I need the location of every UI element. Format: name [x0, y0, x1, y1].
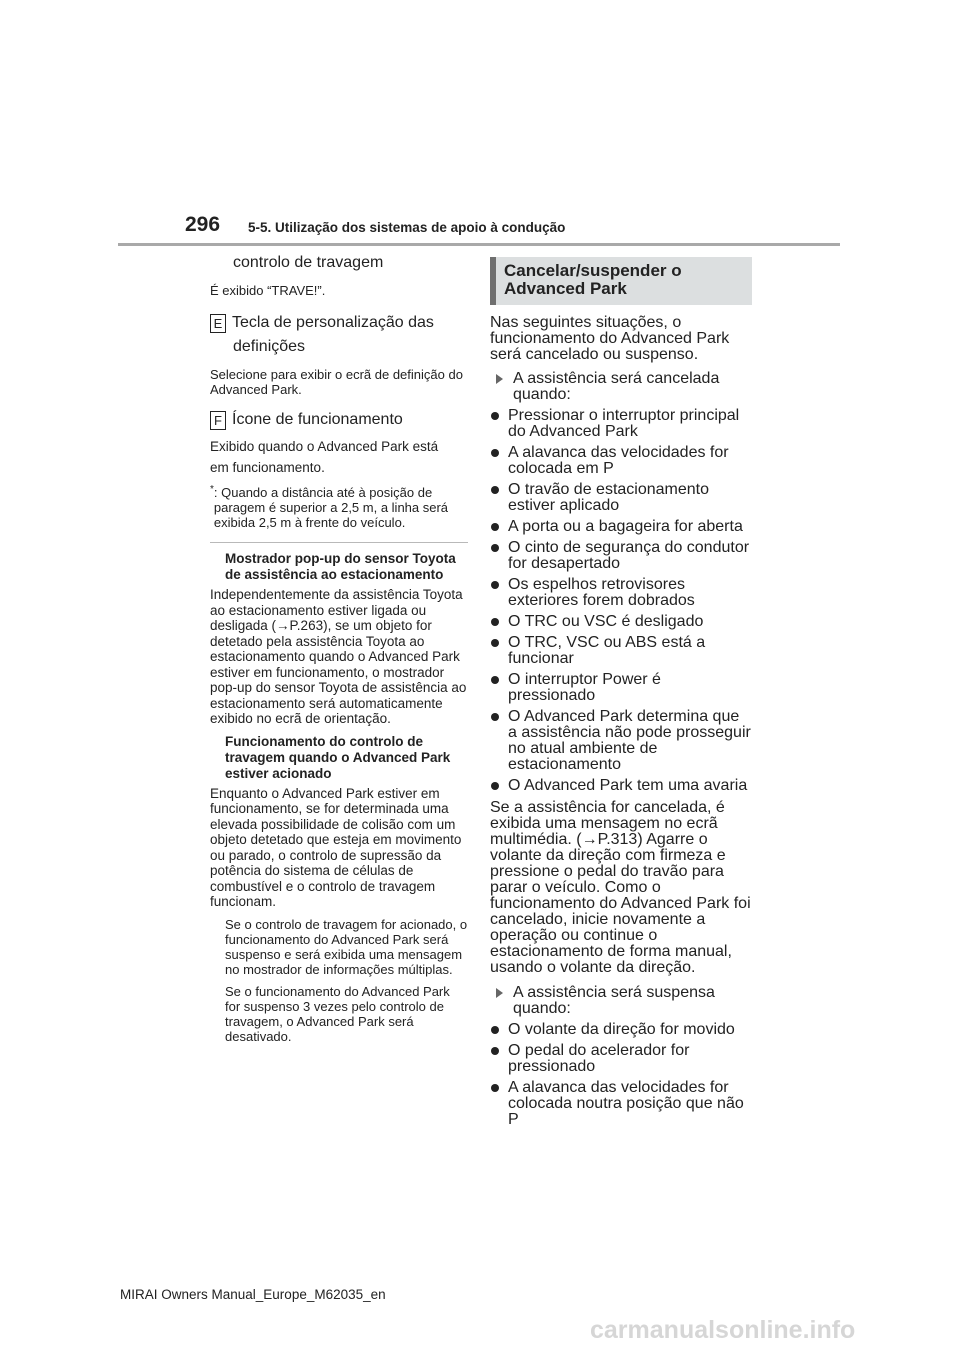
list-item: O TRC ou VSC é desligado [490, 614, 752, 630]
list-item: O travão de estacionamento estiver aplicado [490, 482, 752, 514]
list-item: O volante da direção for movido [490, 1022, 752, 1038]
suspend-list [490, 1022, 752, 1128]
item-letter-e: E [210, 314, 226, 333]
brake-control-label: controlo de travagem [233, 254, 384, 271]
footer-text: MIRAI Owners Manual_Europe_M62035_en [120, 1287, 386, 1302]
brake-heading: Funcionamento do controlo de travagem quando o Advanced Park estiver acionado [225, 733, 451, 781]
popup-text: Independentemente da assistência Toyota ao estacionamento estiver ligada ou desligada (→P.263), se um objeto for detetado pela assistência Toyota ao estacionamento quando o Advanced Park estiver em funcionamento, o mostrador pop-up do sensor Toyota de assistência ao estacionamento será automaticamente exibido no ecrã de orientação. [210, 587, 467, 726]
bullet-icon [491, 618, 499, 626]
cancel-text: Se a assistência for cancelada, é exibida uma mensagem no ecrã multimédia. (→P.313) Agarre o volante da direção com firmeza e pressione o pedal do travão para parar o veículo. Como o funcionamento do Advanced Park foi cancelado, inicie novamente a operação ou continue o estacionamento de forma manual, usando o volante da direção. [490, 799, 751, 976]
list-item: A alavanca das velocidades for colocada em P [490, 445, 752, 477]
item-e-title-1: Tecla de personalização das [232, 314, 434, 331]
list-item: Pressionar o interruptor principal do Advanced Park [490, 408, 752, 440]
bullet-icon [491, 1084, 499, 1092]
header-divider [118, 243, 840, 246]
triangle-bullet-icon [496, 988, 503, 998]
list-item: O Advanced Park tem uma avaria [490, 778, 752, 794]
note-2: Se o funcionamento do Advanced Park for suspenso 3 vezes pelo controlo de travagem, o Advanced Park será desativado. [225, 983, 450, 1044]
bullet-icon [491, 412, 499, 420]
footnote-mark: * [210, 484, 214, 495]
section-banner: Cancelar/suspender o Advanced Park [490, 257, 752, 305]
right-column [490, 257, 752, 1128]
bullet-icon [491, 581, 499, 589]
item-f [210, 409, 468, 476]
list-item: O pedal do acelerador for pressionado [490, 1043, 752, 1075]
footnote-text: : Quando a distância até à posição de paragem é superior a 2,5 m, a linha será exibida 2,5 m à frente do veículo. [213, 485, 449, 530]
bullet-icon [491, 676, 499, 684]
left-divider [210, 542, 468, 543]
suspend-heading-text: A assistência será suspensa quando: [513, 984, 715, 1017]
bullet-icon [491, 639, 499, 647]
list-item: O Advanced Park determina que a assistência não pode prosseguir no atual ambiente de estacionamento [490, 709, 752, 773]
bullet-icon [491, 544, 499, 552]
bullet-icon [491, 1047, 499, 1055]
section-title: 5-5. Utilização dos sistemas de apoio à condução [248, 220, 566, 235]
popup-heading: Mostrador pop-up do sensor Toyota de assistência ao estacionamento [225, 551, 456, 582]
cancel-heading-text: A assistência será cancelada quando: [513, 370, 720, 403]
note-1: Se o controlo de travagem for acionado, o funcionamento do Advanced Park será suspenso e será exibida uma mensagem no mostrador de informações múltiplas. [225, 916, 468, 977]
brake-text: Enquanto o Advanced Park estiver em funcionamento, se for determinada uma elevada possibilidade de colisão com um objeto detetado que esteja em movimento ou parado, o controlo de supressão da potência do sistema de células de combustível e o controlo de travagem funcionam. [210, 785, 462, 909]
footnote [210, 485, 468, 530]
bullet-icon [491, 782, 499, 790]
cancel-list [490, 408, 752, 794]
list-item: A porta ou a bagageira for aberta [490, 519, 752, 535]
list-item: O cinto de segurança do condutor for desapertado [490, 540, 752, 572]
list-item: A alavanca das velocidades for colocada noutra posição que não P [490, 1080, 752, 1128]
bullet-icon [491, 713, 499, 721]
list-item: O TRC, VSC ou ABS está a funcionar [490, 635, 752, 667]
intro-text: Nas seguintes situações, o funcionamento do Advanced Park será cancelado ou suspenso. [490, 314, 730, 363]
item-e-title-2: definições [233, 338, 306, 355]
suspend-heading [490, 985, 752, 1017]
item-letter-f: F [210, 411, 226, 430]
item-f-desc-2: em funcionamento. [210, 460, 325, 475]
triangle-bullet-icon [496, 374, 503, 384]
cancel-heading [490, 371, 752, 403]
bullet-icon [491, 486, 499, 494]
item-f-desc-1: Exibido quando o Advanced Park está [210, 439, 439, 454]
item-e-desc: Selecione para exibir o ecrã de definição do Advanced Park. [210, 367, 463, 397]
list-item: Os espelhos retrovisores exteriores forem dobrados [490, 577, 752, 609]
bullet-icon [491, 1026, 499, 1034]
list-item: O interruptor Power é pressionado [490, 672, 752, 704]
bullet-icon [491, 523, 499, 531]
bullet-icon [491, 449, 499, 457]
item-f-title: Ícone de funcionamento [232, 411, 403, 428]
left-column [210, 252, 468, 1044]
item-e [210, 312, 468, 397]
page-number: 296 [185, 213, 221, 236]
brake-control-desc: É exibido “TRAVE!”. [210, 283, 326, 298]
watermark: carmanualsonline.info [590, 1316, 856, 1344]
